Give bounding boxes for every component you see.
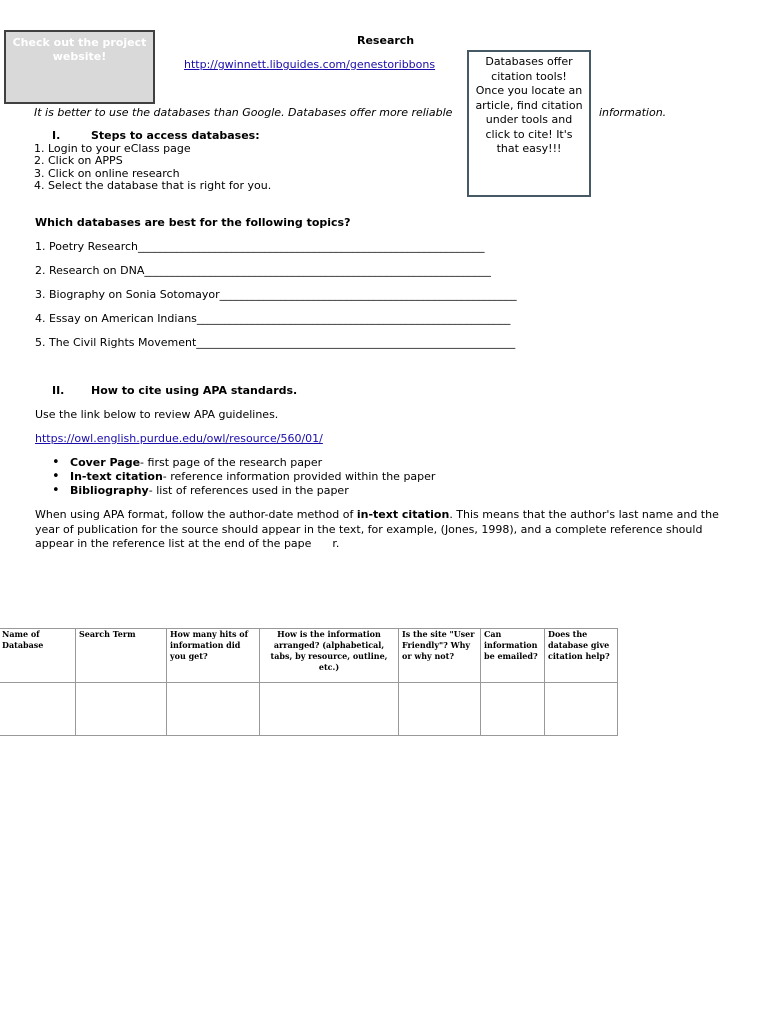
para-bold: in-text citation: [356, 508, 450, 521]
callout-line: Once you locate an: [475, 84, 583, 97]
libguides-link[interactable]: http://gwinnett.libguides.com/genestoribbons: [184, 58, 436, 71]
steps-section: [34, 130, 271, 193]
topic-item: 4. Essay on American Indians_________________________________________________________: [35, 312, 511, 325]
table-header-cell: Is the site "User Friendly"? Why or why not?: [399, 629, 481, 683]
bullet-item: [35, 484, 435, 498]
apa-review-text: Use the link below to review APA guidelines.: [35, 408, 279, 421]
project-website-text: Check out the project website!: [12, 36, 147, 63]
table-cell[interactable]: [481, 683, 545, 736]
callout-line: citation tools!: [491, 69, 567, 83]
database-evaluation-table: [0, 628, 618, 736]
section2-number: II.: [52, 384, 65, 397]
apa-paragraph: [35, 508, 735, 552]
callout-line: click to cite! It's: [485, 127, 573, 141]
bullet-desc: - list of references used in the paper: [148, 484, 349, 497]
bullet-item: [35, 456, 435, 470]
callout-line: Databases offer: [485, 55, 573, 68]
table-cell[interactable]: [76, 683, 167, 736]
table-header-cell: How is the information arranged? (alphabetical, tabs, by resource, outline, etc.): [260, 629, 399, 683]
section1-title: Steps to access databases:: [91, 129, 260, 142]
table-cell[interactable]: [399, 683, 481, 736]
para-after: . This means that the author's last name and the year of publication for the source should appear in the text, for example, (Jones, 1998), and a complete reference should appear in the reference list at the end of the pape r.: [35, 508, 723, 550]
intro-text: It is better to use the databases than Google. Databases offer more reliable: [34, 106, 453, 119]
apa-bullets: [35, 456, 435, 498]
topic-item: 5. The Civil Rights Movement__________________________________________________________: [35, 336, 516, 349]
bullet-term: In-text citation: [70, 470, 163, 483]
steps-list: [34, 143, 271, 193]
table-cell[interactable]: [167, 683, 260, 736]
databases-callout: [467, 50, 591, 197]
bullet-desc: - first page of the research paper: [140, 456, 323, 469]
section2-title: How to cite using APA standards.: [91, 384, 298, 397]
table-header-row: [0, 629, 618, 683]
callout-line: that easy!!!: [496, 142, 562, 155]
callout-line: under tools and: [485, 113, 573, 126]
table-header-cell: How many hits of information did you get?: [167, 629, 260, 683]
table-header-cell: Can information be emailed?: [481, 629, 545, 683]
table-cell[interactable]: [545, 683, 618, 736]
table-cell[interactable]: [0, 683, 76, 736]
topic-item: 3. Biography on Sonia Sotomayor______________________________________________________: [35, 288, 517, 301]
table-header-cell: Name of Database: [0, 629, 76, 683]
table-row: [0, 683, 618, 736]
step-item: 2. Click on APPS: [34, 154, 123, 167]
step-item: 4. Select the database that is right for you.: [34, 179, 272, 192]
owl-link[interactable]: https://owl.english.purdue.edu/owl/resource/560/01/: [35, 432, 323, 445]
topics-question: Which databases are best for the following topics?: [35, 216, 351, 229]
topic-item: 1. Poetry Research_______________________________________________________________: [35, 240, 485, 253]
callout-line: article, find citation: [475, 98, 583, 112]
page-title: Research: [357, 34, 415, 47]
step-item: 3. Click on online research: [34, 166, 180, 180]
para-before: When using APA format, follow the author-date method of: [35, 508, 357, 521]
step-item: 1. Login to your eClass page: [34, 141, 191, 155]
intro-tail: information.: [599, 106, 667, 119]
table-cell[interactable]: [260, 683, 399, 736]
bullet-term: Cover Page: [70, 456, 141, 469]
bullet-desc: - reference information provided within the paper: [162, 470, 436, 483]
topic-item: 2. Research on DNA_______________________________________________________________: [35, 264, 491, 277]
section1-heading: [52, 130, 271, 143]
table-header-cell: Search Term: [76, 629, 167, 683]
table-header-cell: Does the database give citation help?: [545, 629, 618, 683]
bullet-item: [35, 470, 435, 484]
bullet-term: Bibliography: [70, 484, 149, 497]
project-website-callout: [4, 30, 155, 104]
section1-number: I.: [52, 129, 61, 142]
section2-heading: [52, 384, 297, 397]
